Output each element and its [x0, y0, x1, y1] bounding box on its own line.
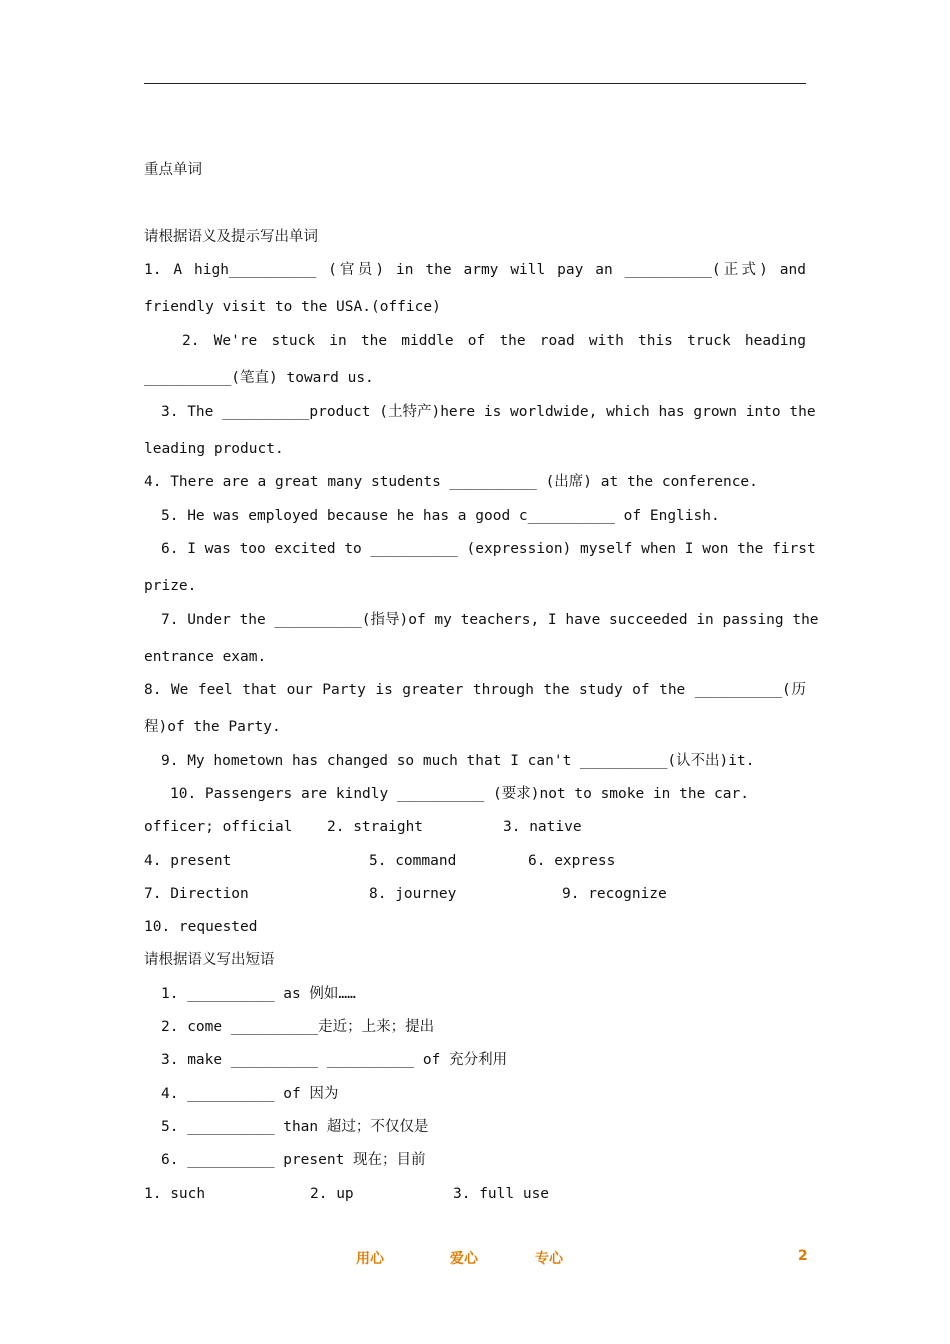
answer-item: 2. up	[310, 1186, 354, 1202]
section1-title: 请根据语义及提示写出单词	[144, 229, 318, 245]
phrase-line: 5. __________ than 超过；不仅仅是	[161, 1119, 429, 1135]
footer-item: 用心	[356, 1251, 384, 1267]
phrase-line: 1. __________ as 例如……	[161, 986, 356, 1002]
phrase-line: 6. __________ present 现在；目前	[161, 1152, 426, 1168]
exercise-line: 3. The __________product (土特产)here is worldwide, which has grown into the	[161, 404, 816, 420]
exercise-line: 2. We're stuck in the middle of the road with this truck heading	[182, 333, 806, 349]
phrase-line: 4. __________ of 因为	[161, 1086, 339, 1102]
answer-item: 8. journey	[369, 886, 457, 902]
answer-item: 6. express	[528, 853, 616, 869]
answer-item: 9. recognize	[562, 886, 667, 902]
answer-item: 2. straight	[327, 819, 424, 835]
footer-item: 专心	[535, 1251, 563, 1267]
exercise-line: 8. We feel that our Party is greater through the study of the __________(历	[144, 682, 806, 698]
phrase-line: 2. come __________走近；上来；提出	[161, 1019, 435, 1035]
exercise-line: 5. He was employed because he has a good c__________ of English.	[161, 508, 720, 524]
exercise-line: prize.	[144, 578, 197, 594]
exercise-line: 6. I was too excited to __________ (expression) myself when I won the first	[161, 541, 816, 557]
answer-item: 3. full use	[453, 1186, 550, 1202]
answer-item: 5. command	[369, 853, 457, 869]
answer-item: 7. Direction	[144, 886, 249, 902]
answer-item: 3. native	[503, 819, 582, 835]
page-heading: 重点单词	[144, 162, 202, 178]
exercise-line: friendly visit to the USA.(office)	[144, 299, 441, 315]
answer-item: 1. such	[144, 1186, 206, 1202]
exercise-line: entrance exam.	[144, 649, 267, 665]
answer-item: 10. requested	[144, 919, 258, 935]
footer-item: 爱心	[450, 1251, 478, 1267]
exercise-line: 程)of the Party.	[144, 719, 281, 735]
section2-title: 请根据语义写出短语	[144, 952, 275, 968]
exercise-line: 9. My hometown has changed so much that I can't __________(认不出)it.	[161, 753, 755, 769]
exercise-line: 1. A high__________ (官员) in the army will pay an __________(正式) and	[144, 262, 806, 278]
exercise-line: __________(笔直) toward us.	[144, 370, 374, 386]
answer-item: officer; official	[144, 819, 293, 835]
page-number: 2	[798, 1248, 808, 1264]
exercise-line: leading product.	[144, 441, 284, 457]
exercise-line: 10. Passengers are kindly __________ (要求)not to smoke in the car.	[170, 786, 749, 802]
exercise-line: 7. Under the __________(指导)of my teachers, I have succeeded in passing the	[161, 612, 819, 628]
header-rule	[144, 83, 806, 84]
answer-item: 4. present	[144, 853, 232, 869]
phrase-line: 3. make __________ __________ of 充分利用	[161, 1052, 508, 1068]
exercise-line: 4. There are a great many students __________ (出席) at the conference.	[144, 474, 758, 490]
